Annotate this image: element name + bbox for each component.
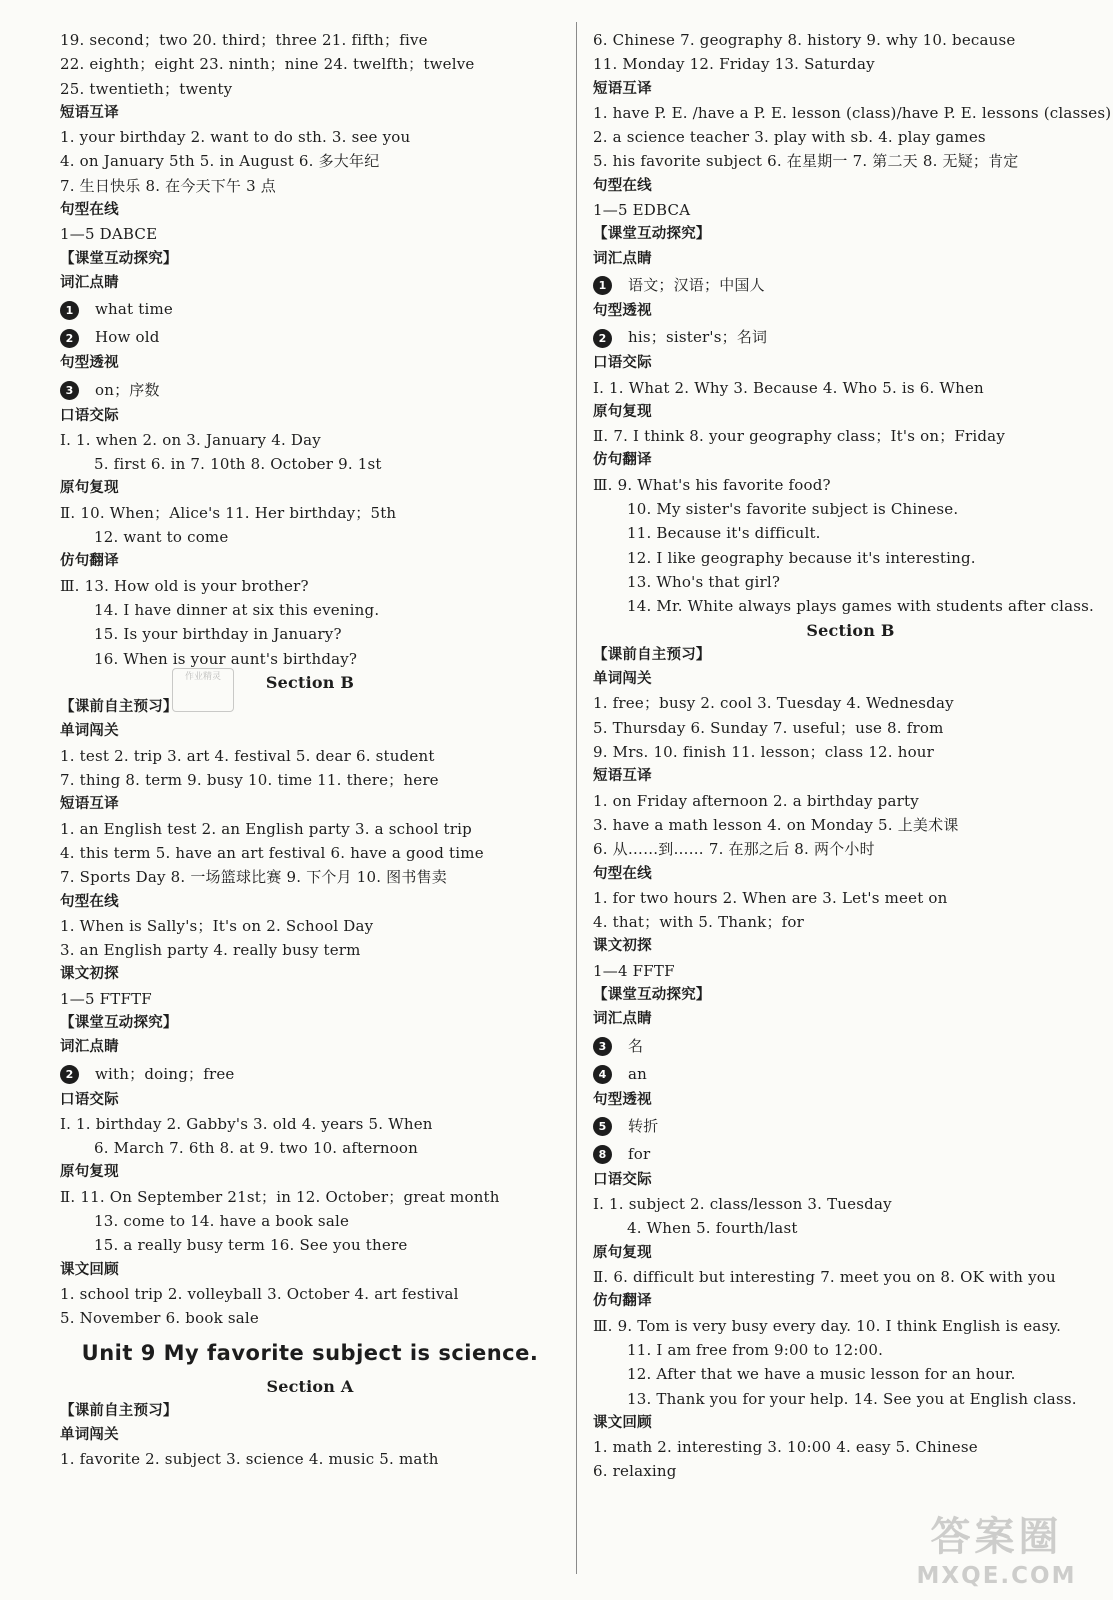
section-heading: 句型透视 bbox=[593, 1091, 652, 1108]
section-heading: 单词闯关 bbox=[593, 671, 652, 688]
section-heading: 【课堂互动探究】 bbox=[593, 226, 711, 243]
number-badge-icon: 2 bbox=[60, 329, 79, 348]
answer-line: 25. twentieth；twenty bbox=[60, 79, 233, 98]
point-text: 名 bbox=[628, 1036, 644, 1055]
number-badge-icon: 1 bbox=[60, 301, 79, 320]
watermark bbox=[894, 1512, 1099, 1594]
answer-line: 5. first 6. in 7. 10th 8. October 9. 1st bbox=[94, 455, 382, 474]
answer-line: 10. My sister's favorite subject is Chinese. bbox=[627, 500, 959, 519]
section-heading: 词汇点睛 bbox=[593, 1011, 652, 1028]
numbered-point bbox=[593, 1032, 1108, 1060]
answer-line: 5. November 6. book sale bbox=[60, 1309, 259, 1328]
answer-line: 11. Monday 12. Friday 13. Saturday bbox=[593, 55, 875, 74]
section-heading: 单词闯关 bbox=[60, 723, 119, 740]
answer-line: 13. Thank you for your help. 14. See you at English class. bbox=[627, 1389, 1077, 1408]
section-heading: 词汇点睛 bbox=[60, 274, 119, 291]
answer-column-left bbox=[60, 28, 560, 1472]
number-badge-icon: 2 bbox=[60, 1065, 79, 1084]
section-heading: 词汇点睛 bbox=[60, 1039, 119, 1056]
number-badge-icon: 1 bbox=[593, 276, 612, 295]
answer-line: 1. test 2. trip 3. art 4. festival 5. dear 6. student bbox=[60, 746, 435, 765]
section-heading: 课文回顾 bbox=[593, 1414, 652, 1431]
answer-line: 3. an English party 4. really busy term bbox=[60, 941, 361, 960]
answer-line: 1. have P. E. /have a P. E. lesson (class)/have P. E. lessons (classes) bbox=[593, 103, 1112, 122]
watermark-line2: MXQE.COM bbox=[916, 1563, 1077, 1589]
answer-line: 1. math 2. interesting 3. 10:00 4. easy 5. Chinese bbox=[593, 1438, 978, 1457]
answer-line: 1. When is Sally's；It's on 2. School Day bbox=[60, 916, 374, 935]
section-heading: 课文回顾 bbox=[60, 1261, 119, 1278]
answer-line: 1. an English test 2. an English party 3. a school trip bbox=[60, 819, 472, 838]
answer-line: 12. I like geography because it's interesting. bbox=[627, 548, 976, 567]
stamp-text: 作业精灵 bbox=[184, 672, 221, 682]
answer-line: Ⅲ. 13. How old is your brother? bbox=[60, 576, 309, 595]
section-heading: 句型在线 bbox=[60, 202, 119, 219]
numbered-point bbox=[60, 295, 560, 323]
answer-line: 4. that；with 5. Thank；for bbox=[593, 913, 805, 932]
watermark-line1: 答案圈 bbox=[930, 1514, 1063, 1560]
numbered-point bbox=[593, 271, 1108, 299]
answer-line: 2. a science teacher 3. play with sb. 4. play games bbox=[593, 128, 986, 147]
section-heading: 【课前自主预习】 bbox=[60, 699, 178, 716]
column-divider bbox=[576, 22, 577, 1574]
answer-line: 12. After that we have a music lesson for an hour. bbox=[627, 1365, 1016, 1384]
answer-line: 11. Because it's difficult. bbox=[627, 524, 821, 543]
section-heading: 原句复现 bbox=[593, 1244, 652, 1261]
answer-line: 12. want to come bbox=[94, 528, 229, 547]
number-badge-icon: 4 bbox=[593, 1065, 612, 1084]
answer-line: Ⅱ. 7. I think 8. your geography class；It's on；Friday bbox=[593, 427, 1005, 446]
answer-line: 4. this term 5. have an art festival 6. have a good time bbox=[60, 843, 484, 862]
section-title: Section A bbox=[266, 1376, 354, 1396]
number-badge-icon: 2 bbox=[593, 329, 612, 348]
numbered-point bbox=[60, 1060, 560, 1088]
section-heading: 仿句翻译 bbox=[60, 553, 119, 570]
answer-line: 5. his favorite subject 6. 在星期一 7. 第二天 8. 无疑；肯定 bbox=[593, 152, 1019, 171]
section-heading: 【课堂互动探究】 bbox=[593, 986, 711, 1003]
section-heading: 【课堂互动探究】 bbox=[60, 1014, 178, 1031]
answer-line: Ⅲ. 9. What's his favorite food? bbox=[593, 475, 831, 494]
answer-line: 1—5 DABCE bbox=[60, 225, 158, 244]
number-badge-icon: 8 bbox=[593, 1145, 612, 1164]
section-heading: 词汇点睛 bbox=[593, 250, 652, 267]
unit-title: Unit 9 My favorite subject is science. bbox=[81, 1340, 539, 1365]
section-heading: 【课堂互动探究】 bbox=[60, 250, 178, 267]
answer-line: 5. Thursday 6. Sunday 7. useful；use 8. from bbox=[593, 718, 944, 737]
section-heading: 短语互译 bbox=[60, 104, 119, 121]
stamp-logo bbox=[172, 668, 234, 712]
section-heading: 句型在线 bbox=[60, 893, 119, 910]
numbered-point bbox=[593, 1060, 1108, 1088]
answer-line: 4. on January 5th 5. in August 6. 多大年纪 bbox=[60, 152, 380, 171]
section-heading: 单词闯关 bbox=[60, 1427, 119, 1444]
answer-line: 1—5 EDBCA bbox=[593, 201, 691, 220]
point-text: on；序数 bbox=[95, 380, 160, 399]
answer-line: 11. I am free from 9:00 to 12:00. bbox=[627, 1340, 884, 1359]
answer-line: 1. favorite 2. subject 3. science 4. music 5. math bbox=[60, 1450, 439, 1469]
numbered-point bbox=[60, 323, 560, 351]
point-text: How old bbox=[95, 328, 160, 347]
answer-line: Ⅲ. 9. Tom is very busy every day. 10. I think English is easy. bbox=[593, 1316, 1062, 1335]
numbered-point bbox=[593, 1112, 1108, 1140]
answer-line: 6. Chinese 7. geography 8. history 9. why 10. because bbox=[593, 31, 1016, 49]
answer-line: 1. free；busy 2. cool 3. Tuesday 4. Wednesday bbox=[593, 694, 954, 713]
answer-line: 1. on Friday afternoon 2. a birthday party bbox=[593, 791, 919, 810]
numbered-point bbox=[593, 1140, 1108, 1168]
answer-line: Ⅰ. 1. birthday 2. Gabby's 3. old 4. years 5. When bbox=[60, 1114, 433, 1133]
section-heading: 课文初探 bbox=[593, 938, 652, 955]
answer-line: Ⅱ. 11. On September 21st；in 12. October；great month bbox=[60, 1187, 500, 1206]
section-title: Section B bbox=[806, 620, 895, 640]
section-heading: 仿句翻译 bbox=[593, 1293, 652, 1310]
answer-line: 6. 从……到…… 7. 在那之后 8. 两个小时 bbox=[593, 840, 875, 859]
point-text: with；doing；free bbox=[95, 1064, 235, 1083]
section-heading: 短语互译 bbox=[593, 768, 652, 785]
section-heading: 【课前自主预习】 bbox=[593, 646, 711, 663]
answer-line: 1—5 FTFTF bbox=[60, 989, 152, 1008]
point-text: what time bbox=[95, 300, 173, 319]
point-text: for bbox=[628, 1144, 651, 1163]
section-heading: 口语交际 bbox=[60, 407, 119, 424]
answer-column-right bbox=[593, 28, 1112, 1484]
answer-line: Ⅱ. 10. When；Alice's 11. Her birthday；5th bbox=[60, 503, 397, 522]
point-text: 语文；汉语；中国人 bbox=[628, 275, 765, 294]
numbered-point bbox=[593, 323, 1108, 351]
section-heading: 句型透视 bbox=[60, 355, 119, 372]
answer-line: 15. a really busy term 16. See you there bbox=[94, 1236, 408, 1255]
answer-line: 15. Is your birthday in January? bbox=[94, 625, 342, 644]
answer-line: 4. When 5. fourth/last bbox=[627, 1219, 798, 1238]
answer-line: 7. 生日快乐 8. 在今天下午 3 点 bbox=[60, 176, 277, 195]
answer-line: 3. have a math lesson 4. on Monday 5. 上美术课 bbox=[593, 815, 959, 834]
answer-line: 6. relaxing bbox=[593, 1462, 677, 1481]
answer-line: 22. eighth；eight 23. ninth；nine 24. twelfth；twelve bbox=[60, 55, 475, 74]
answer-line: 1—4 FFTF bbox=[593, 961, 675, 980]
section-heading: 句型在线 bbox=[593, 865, 652, 882]
answer-line: 14. Mr. White always plays games with students after class. bbox=[627, 597, 1094, 616]
section-heading: 原句复现 bbox=[60, 1164, 119, 1181]
answer-line: 16. When is your aunt's birthday? bbox=[94, 649, 358, 668]
answer-line: Ⅱ. 6. difficult but interesting 7. meet you on 8. OK with you bbox=[593, 1268, 1056, 1287]
number-badge-icon: 3 bbox=[593, 1037, 612, 1056]
section-heading: 课文初探 bbox=[60, 966, 119, 983]
section-heading: 句型在线 bbox=[593, 177, 652, 194]
section-heading: 原句复现 bbox=[593, 403, 652, 420]
answer-line: 1. your birthday 2. want to do sth. 3. see you bbox=[60, 128, 411, 147]
section-heading: 原句复现 bbox=[60, 480, 119, 497]
number-badge-icon: 5 bbox=[593, 1117, 612, 1136]
numbered-point bbox=[60, 376, 560, 404]
section-heading: 句型透视 bbox=[593, 302, 652, 319]
section-heading: 短语互译 bbox=[60, 796, 119, 813]
answer-line: Ⅰ. 1. What 2. Why 3. Because 4. Who 5. is 6. When bbox=[593, 378, 984, 397]
answer-line: Ⅰ. 1. subject 2. class/lesson 3. Tuesday bbox=[593, 1195, 892, 1214]
number-badge-icon: 3 bbox=[60, 381, 79, 400]
answer-line: 9. Mrs. 10. finish 11. lesson；class 12. hour bbox=[593, 743, 935, 762]
answer-line: 13. come to 14. have a book sale bbox=[94, 1212, 350, 1231]
point-text: an bbox=[628, 1064, 648, 1083]
answer-line: 1. school trip 2. volleyball 3. October 4. art festival bbox=[60, 1284, 459, 1303]
answer-line: 7. Sports Day 8. 一场篮球比赛 9. 下个月 10. 图书售卖 bbox=[60, 868, 447, 887]
point-text: his；sister's；名词 bbox=[628, 328, 768, 347]
section-heading: 仿句翻译 bbox=[593, 452, 652, 469]
answer-line: 1. for two hours 2. When are 3. Let's meet on bbox=[593, 888, 948, 907]
section-heading: 短语互译 bbox=[593, 80, 652, 97]
answer-line: 19. second；two 20. third；three 21. fifth；five bbox=[60, 31, 428, 49]
section-heading: 口语交际 bbox=[593, 1171, 652, 1188]
section-heading: 口语交际 bbox=[593, 355, 652, 372]
answer-line: Ⅰ. 1. when 2. on 3. January 4. Day bbox=[60, 430, 321, 449]
point-text: 转折 bbox=[628, 1116, 659, 1135]
section-title: Section B bbox=[265, 672, 355, 692]
answer-line: 13. Who's that girl? bbox=[627, 572, 781, 591]
section-heading: 口语交际 bbox=[60, 1091, 119, 1108]
answer-line: 6. March 7. 6th 8. at 9. two 10. afternoon bbox=[94, 1139, 419, 1158]
answer-line: 7. thing 8. term 9. busy 10. time 11. there；here bbox=[60, 771, 439, 790]
answer-line: 14. I have dinner at six this evening. bbox=[94, 600, 380, 619]
section-heading: 【课前自主预习】 bbox=[60, 1402, 178, 1419]
